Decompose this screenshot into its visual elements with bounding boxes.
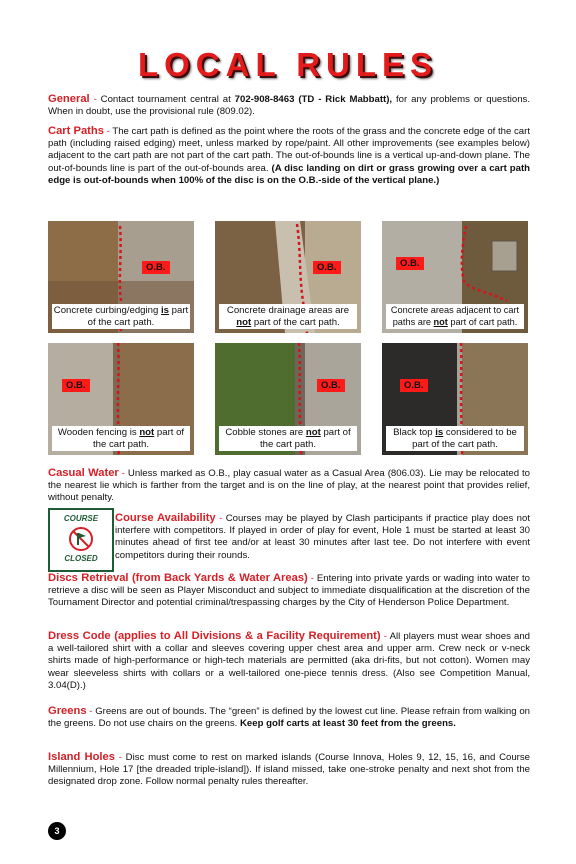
dress-code-section: Dress Code (applies to All Divisions & a Facility Requirement) - All players must wear shoes and a well-tailored shirt with a collar and sleeves covering upper chest area and upper arm. Crew neck or v-neck shirts made of high-performance or high-tech materials are permitted (aka dri-fits, but not cotton). Women may wear sleeveless shirts with collars or a well-tailored one-piece tennis dress. (Also see Competition Manual, 3.04(D).) <box>48 630 531 691</box>
course-availability-section: Course Availability - Courses may be played by Clash participants if practice play does not interfere with competitors. If played in order of play for event, Hole 1 must be started at least 30 minutes ahead of first tee and/or at least 30 minutes after last tee. Do not interfere with event competitors during their rounds. <box>115 512 530 561</box>
course-availability-heading: Course Availability <box>115 512 216 524</box>
photo-caption: Concrete drainage areas are not part of the cart path. <box>219 304 357 329</box>
photo-caption: Concrete areas adjacent to cart paths are not part of cart path. <box>386 304 524 329</box>
photo-blacktop <box>382 343 528 455</box>
island-holes-text: Disc must come to rest on marked islands (Course Innova, Holes 9, 12, 15, 16, and Course Millennium, Hole 17 [the dreaded triple-island]). If island missed, take one-stroke penalty and next shot from the designated drop zone. Follow normal penalty rules thereafter. <box>48 752 531 788</box>
ob-label: O.B. <box>62 379 90 392</box>
photo-cobble <box>215 343 361 455</box>
dress-code-heading: Dress Code (applies to All Divisions & a Facility Requirement) <box>48 630 381 642</box>
general-text-a: Contact tournament central at <box>100 94 235 105</box>
photo-caption: Concrete curbing/edging is part of the cart path. <box>53 305 189 328</box>
sign-line1: COURSE <box>63 514 99 523</box>
ob-label: O.B. <box>313 261 341 274</box>
photo-curbing <box>48 221 194 333</box>
greens-section: Greens - Greens are out of bounds. The “green” is defined by the lowest cut line. Please refrain from walking on the greens. Do not use chairs on the greens. Keep golf carts at least 30 feet from the greens. <box>48 705 530 730</box>
greens-bold: Keep golf carts at least 30 feet from the greens. <box>240 718 456 730</box>
photo-fencing <box>48 343 194 455</box>
island-holes-section: Island Holes - Disc must come to rest on marked islands (Course Innova, Holes 9, 12, 15, 16, and Course Millennium, Hole 17 [the dreaded triple-island]). If island missed, take one-stroke penalty and next shot from the designated drop zone. Follow normal penalty rules thereafter. <box>48 751 531 788</box>
general-text-b: for any problems or questions. When in doubt, use the provisional rule (809.02). <box>48 94 530 118</box>
photo-drainage <box>215 221 361 333</box>
course-availability-text: Courses may be played by Clash participants if practice play does not interfere with competitors. If played in order of play for event, Hole 1 must be started at least 30 minutes ahead of first tee and/or at least 30 minutes after last tee. Do not interfere with event competitors during their rounds. <box>115 513 530 561</box>
ob-label: O.B. <box>317 379 345 392</box>
ob-label: O.B. <box>142 261 170 274</box>
general-heading: General <box>48 93 90 105</box>
casual-water-text: Unless marked as O.B., play casual water as a Casual Area (806.03). Lie may be relocated to the nearest lie which is farther from the target and is on the line of play, at the nearest point that provides relief, without penalty. <box>48 468 530 504</box>
ob-label: O.B. <box>396 257 424 270</box>
no-play-icon <box>50 526 112 552</box>
photo-caption: Black top is considered to be part of the cart path. <box>386 426 524 451</box>
ob-label: O.B. <box>400 379 428 392</box>
greens-heading: Greens <box>48 705 87 717</box>
photo-adjacent <box>382 221 528 333</box>
sign-line2: CLOSED <box>64 554 98 563</box>
general-section: General - Contact tournament central at 702-908-8463 (TD - Rick Mabbatt), for any problems or questions. When in doubt, use the provisional rule (809.02). <box>48 93 530 118</box>
casual-water-heading: Casual Water <box>48 467 119 479</box>
page-number: 3 <box>48 822 66 840</box>
cart-paths-bold: (A disc landing on dirt or grass growing over a cart path edge is out-of-bounds when 100% of the disc is on the O.B.-side of the vertical plane.) <box>48 162 530 186</box>
cart-paths-section: Cart Paths - The cart path is defined as the point where the roots of the grass and the concrete edge of the cart path (including raised edging) meet, unless marked by rope/paint. All other improvements (see examples below) adjacent to the cart path are not part of the cart path. The out-of-bounds line is a vertical up-and-down plane. The out-of-bounds line is part of the out-of-bounds area. (A disc landing on dirt or grass growing over a cart path edge is out-of-bounds when 100% of the disc is on the O.B.-side of the vertical plane.) <box>48 125 530 186</box>
dress-code-text: All players must wear shoes and a well-tailored shirt with a collar and sleeves covering upper chest area and upper arm. Crew neck or v-neck shirts made of high-performance or high-tech materials are permitted (aka dri-fits, but not cotton). Women may wear sleeveless shirts with collars or a well-tailored one-piece tennis dress. (Also see Competition Manual, 3.04(D).) <box>48 631 531 691</box>
discs-retrieval-text: Entering into private yards or wading into water to retrieve a disc will be seen as Player Misconduct and subject to immediate disqualification at the discretion of the Tournament Director and potential criminal/trespassing charges by the City of Henderson Police Department. <box>48 573 530 609</box>
course-closed-sign <box>48 508 114 572</box>
casual-water-section: Casual Water - Unless marked as O.B., play casual water as a Casual Area (806.03). Lie may be relocated to the nearest lie which is farther from the target and is on the line of play, at the nearest point that provides relief, without penalty. <box>48 467 530 504</box>
cart-paths-heading: Cart Paths <box>48 125 104 137</box>
greens-text: Greens are out of bounds. The “green” is defined by the lowest cut line. Please refrain from walking on the greens. Do not use chairs on the greens. <box>48 706 530 730</box>
page-title: LOCAL RULES <box>137 46 439 83</box>
discs-retrieval-heading: Discs Retrieval (from Back Yards & Water Areas) <box>48 572 308 584</box>
general-phone: 702-908-8463 (TD - Rick Mabbatt), <box>234 94 393 105</box>
cart-paths-text: The cart path is defined as the point where the roots of the grass and the concrete edge of the cart path (including raised edging) meet, unless marked by rope/paint. All other improvements (see examples below) adjacent to the cart path are not part of the cart path. The out-of-bounds line is a vertical up-and-down plane. The out-of-bounds line is part of the out-of-bounds area. <box>48 126 530 174</box>
island-holes-heading: Island Holes <box>48 751 115 763</box>
photo-caption: Wooden fencing is not part of the cart path. <box>52 426 190 451</box>
photo-caption: Cobble stones are not part of the cart path. <box>219 426 357 451</box>
discs-retrieval-section: Discs Retrieval (from Back Yards & Water Areas) - Entering into private yards or wading into water to retrieve a disc will be seen as Player Misconduct and subject to immediate disqualification at the discretion of the Tournament Director and potential criminal/trespassing charges by the City of Henderson Police Department. <box>48 572 530 609</box>
